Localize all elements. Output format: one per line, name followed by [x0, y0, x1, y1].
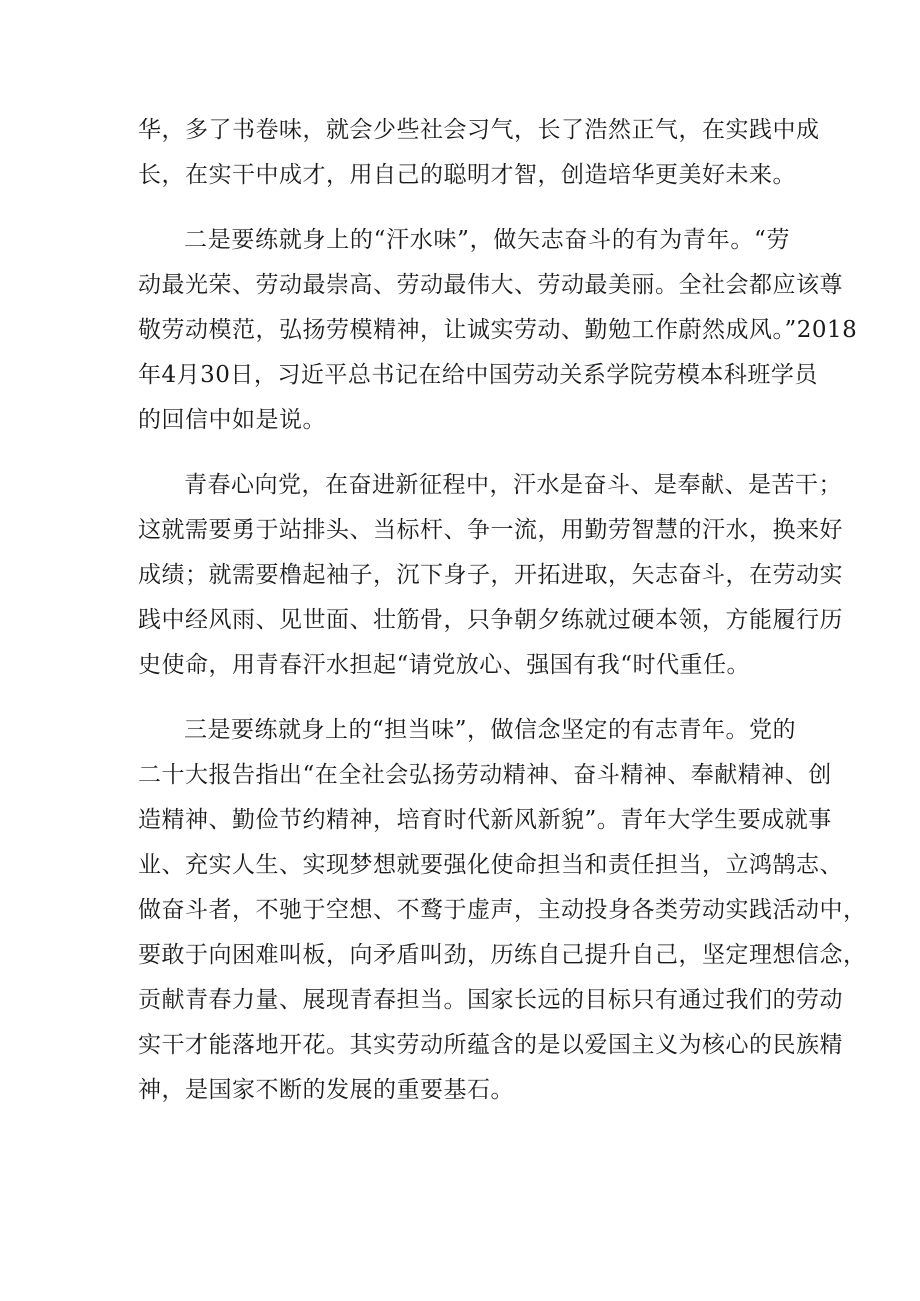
- text-line: 神，是国家不断的发展的重要基石。: [138, 1077, 514, 1103]
- text-line: 青春心向党，在奋进新征程中，汗水是奋斗、是奉献、是苦干；: [184, 472, 842, 498]
- text-line: 做奋斗者，不驰于空想、不鹜于虚声，主动投身各类劳动实践活动中，: [138, 897, 867, 923]
- text-line: 敬劳动模范，弘扬劳模精神，让诚实劳动、勤勉工作蔚然成风。”2018: [138, 317, 858, 343]
- text-line: 的回信中如是说。: [138, 407, 326, 433]
- paragraph-1: [138, 108, 820, 198]
- text-line: 长，在实干中成才，用自己的聪明才智，创造培华更美好未来。: [138, 162, 796, 188]
- paragraph-2: [138, 218, 858, 443]
- text-line: 华，多了书卷味，就会少些社会习气，长了浩然正气，在实践中成: [138, 117, 820, 143]
- text-line: 史使命，用青春汗水担起“请党放心、强国有我“时代重任。: [138, 652, 751, 678]
- text-line: 动最光荣、劳动最崇高、劳动最伟大、劳动最美丽。全社会都应该尊: [138, 272, 843, 298]
- text-line: 二是要练就身上的“汗水味”，做矢志奋斗的有为青年。“劳: [184, 227, 790, 253]
- text-line: 这就需要勇于站排头、当标杆、争一流，用勤劳智慧的汗水，换来好: [138, 517, 843, 543]
- text-line: 年4月30日，习近平总书记在给中国劳动关系学院劳模本科班学员: [138, 362, 818, 388]
- text-line: 实干才能落地开花。其实劳动所蕴含的是以爱国主义为核心的民族精: [138, 1032, 843, 1058]
- paragraph-3: [138, 463, 843, 688]
- text-line: 贡献青春力量、展现青春担当。国家长远的目标只有通过我们的劳动: [138, 987, 843, 1013]
- document-page: [138, 108, 867, 1113]
- text-line: 二十大报告指出“在全社会弘扬劳动精神、奋斗精神、奉献精神、创: [138, 762, 832, 788]
- text-line: 造精神、勤俭节约精神，培育时代新风新貌”。青年大学生要成就事: [138, 807, 832, 833]
- text-line: 要敢于向困难叫板，向矛盾叫劲，历练自己提升自己，坚定理想信念，: [138, 942, 867, 968]
- text-line: 践中经风雨、见世面、壮筋骨，只争朝夕练就过硬本领，方能履行历: [138, 607, 843, 633]
- paragraph-4: [138, 708, 867, 1113]
- text-line: 三是要练就身上的“担当味”，做信念坚定的有志青年。党的: [184, 717, 797, 743]
- text-line: 业、充实人生、实现梦想就要强化使命担当和责任担当，立鸿鹄志、: [138, 852, 843, 878]
- text-line: 成绩；就需要橹起袖子，沉下身子，开拓进取，矢志奋斗，在劳动实: [138, 562, 843, 588]
